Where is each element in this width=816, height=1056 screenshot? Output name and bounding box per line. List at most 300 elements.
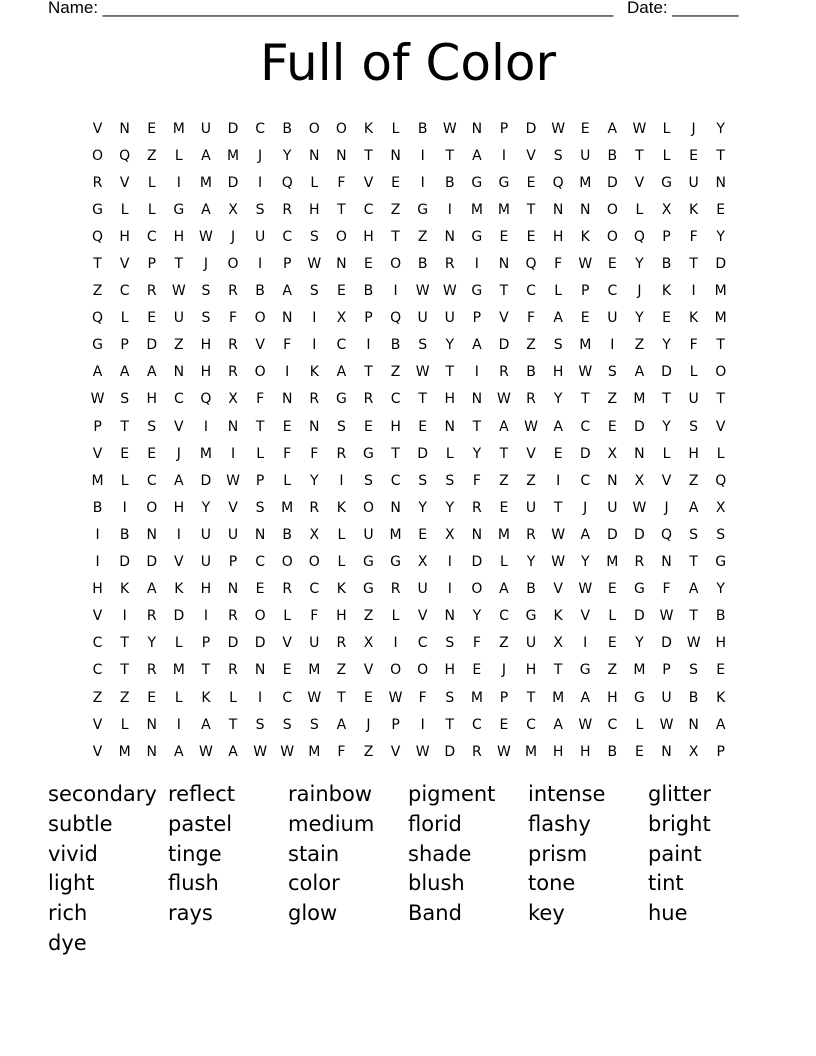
grid-letter: S — [364, 472, 373, 489]
grid-letter: R — [228, 364, 238, 381]
grid-letter: T — [716, 337, 725, 354]
grid-letter: R — [146, 608, 157, 625]
grid-letter: R — [228, 337, 238, 354]
word-bank-item: reflect — [168, 782, 236, 806]
grid-letter: C — [119, 283, 130, 300]
grid-letter: K — [553, 608, 563, 625]
grid-letter: I — [258, 256, 263, 273]
grid-letter: X — [715, 499, 726, 516]
grid-letter: H — [688, 445, 699, 462]
grid-letter: A — [553, 418, 563, 435]
grid-letter: Q — [661, 526, 673, 543]
word-bank-item: pigment — [408, 782, 496, 806]
grid-letter: E — [580, 120, 590, 137]
grid-letter: V — [282, 635, 292, 652]
grid-letter: T — [391, 228, 400, 245]
grid-letter: X — [553, 635, 563, 652]
grid-letter: L — [174, 147, 183, 164]
grid-letter: E — [282, 662, 292, 679]
grid-letter: D — [227, 635, 239, 652]
grid-letter: R — [146, 283, 157, 300]
grid-letter: P — [364, 310, 373, 327]
grid-letter: P — [201, 635, 211, 652]
grid-letter: E — [716, 201, 726, 218]
grid-letter: D — [661, 635, 672, 652]
name-field-label: Name: ______________________________________________________ — [48, 0, 614, 17]
grid-letter: H — [200, 364, 212, 381]
grid-letter: B — [444, 174, 455, 191]
grid-letter: W — [578, 581, 593, 598]
grid-letter: C — [471, 716, 482, 733]
grid-letter: Q — [119, 147, 131, 164]
grid-letter: B — [417, 120, 428, 137]
grid-letter: H — [552, 364, 564, 381]
grid-letter: S — [201, 310, 211, 327]
grid-letter: M — [606, 554, 619, 571]
grid-letter: O — [308, 554, 320, 571]
grid-letter: O — [335, 120, 347, 137]
grid-letter: Q — [281, 174, 293, 191]
grid-letter: D — [146, 554, 158, 571]
grid-letter: P — [472, 310, 482, 327]
grid-letter: X — [363, 635, 374, 652]
grid-letter: O — [146, 499, 158, 516]
grid-letter: C — [282, 689, 293, 706]
grid-letter: J — [664, 499, 669, 516]
grid-letter: H — [552, 228, 564, 245]
grid-letter: I — [95, 554, 100, 571]
grid-letter: W — [415, 364, 430, 381]
grid-letter: T — [255, 418, 265, 435]
grid-letter: T — [337, 201, 346, 218]
grid-letter: R — [471, 743, 482, 760]
grid-row — [84, 630, 734, 657]
grid-letter: G — [633, 689, 645, 706]
grid-letter: Q — [525, 256, 537, 273]
grid-letter: A — [688, 581, 699, 598]
grid-letter: K — [174, 581, 184, 598]
grid-letter: S — [255, 499, 265, 516]
grid-letter: F — [337, 743, 346, 760]
word-bank-item: color — [288, 871, 340, 896]
grid-row — [84, 576, 734, 603]
grid-letter: Y — [662, 418, 671, 435]
grid-letter: J — [691, 120, 696, 137]
grid-letter: I — [420, 147, 425, 164]
grid-letter: Y — [662, 337, 671, 354]
grid-letter: S — [336, 418, 346, 435]
grid-row — [84, 278, 734, 305]
grid-letter: E — [526, 228, 536, 245]
grid-letter: X — [634, 472, 645, 489]
grid-letter: W — [659, 608, 674, 625]
grid-letter: U — [661, 689, 672, 706]
word-bank-item: rays — [168, 901, 213, 926]
grid-letter: Z — [119, 689, 130, 706]
grid-letter: Q — [633, 228, 645, 245]
grid-letter: S — [147, 418, 157, 435]
grid-letter: H — [715, 635, 726, 652]
grid-letter: B — [119, 526, 130, 543]
grid-letter: N — [281, 310, 293, 327]
grid-letter: I — [176, 526, 181, 543]
grid-letter: M — [633, 662, 646, 679]
grid-row — [84, 250, 734, 277]
grid-letter: T — [120, 662, 129, 679]
grid-letter: Z — [336, 662, 347, 679]
grid-letter: E — [607, 635, 617, 652]
grid-letter: I — [610, 337, 615, 354]
grid-letter: E — [580, 310, 590, 327]
grid-letter: A — [201, 147, 211, 164]
grid-letter: Q — [92, 310, 104, 327]
grid-letter: N — [336, 256, 347, 273]
grid-letter: T — [337, 689, 346, 706]
grid-letter: V — [92, 716, 103, 733]
grid-letter: N — [444, 608, 455, 625]
grid-letter: N — [444, 228, 455, 245]
grid-letter: E — [147, 689, 157, 706]
grid-letter: I — [339, 472, 344, 489]
grid-letter: N — [119, 120, 130, 137]
grid-letter: W — [253, 743, 268, 760]
grid-letter: M — [172, 120, 185, 137]
grid-letter: G — [92, 337, 103, 354]
grid-letter: A — [146, 364, 157, 381]
grid-letter: E — [364, 418, 373, 435]
grid-letter: R — [634, 554, 645, 571]
grid-letter: I — [176, 174, 181, 191]
grid-letter: W — [307, 256, 322, 273]
grid-letter: H — [579, 743, 591, 760]
grid-letter: L — [229, 689, 237, 706]
grid-letter: K — [336, 499, 346, 516]
grid-letter: E — [689, 147, 699, 164]
grid-letter: C — [92, 635, 103, 652]
grid-letter: I — [691, 283, 696, 300]
grid-letter: Y — [716, 120, 725, 137]
grid-row — [84, 494, 734, 521]
grid-letter: E — [147, 120, 157, 137]
grid-letter: W — [551, 120, 566, 137]
grid-letter: K — [716, 689, 726, 706]
grid-letter: I — [420, 174, 425, 191]
grid-letter: T — [445, 716, 455, 733]
grid-letter: I — [447, 201, 452, 218]
grid-letter: B — [526, 581, 536, 598]
grid-letter: R — [444, 256, 455, 273]
grid-letter: D — [715, 256, 727, 273]
grid-letter: T — [364, 147, 373, 164]
grid-letter: Z — [526, 337, 536, 354]
grid-letter: E — [634, 743, 644, 760]
grid-letter: A — [553, 310, 563, 327]
grid-letter: T — [364, 364, 373, 381]
grid-letter: S — [607, 364, 617, 381]
grid-letter: J — [230, 228, 236, 245]
grid-letter: T — [716, 391, 725, 408]
grid-letter: N — [471, 391, 483, 408]
grid-letter: R — [92, 174, 103, 191]
grid-letter: N — [254, 526, 266, 543]
grid-letter: N — [579, 201, 591, 218]
grid-letter: L — [120, 716, 129, 733]
grid-letter: L — [554, 283, 563, 300]
grid-letter: G — [471, 283, 483, 300]
grid-letter: D — [227, 174, 239, 191]
grid-letter: X — [417, 554, 428, 571]
grid-letter: R — [471, 499, 482, 516]
grid-letter: L — [120, 310, 129, 327]
grid-letter: V — [363, 662, 374, 679]
grid-letter: U — [417, 310, 428, 327]
grid-letter: I — [556, 472, 561, 489]
grid-letter: M — [91, 472, 104, 489]
grid-letter: R — [228, 283, 238, 300]
grid-letter: E — [662, 310, 671, 327]
grid-letter: C — [607, 283, 618, 300]
grid-letter: D — [227, 120, 239, 137]
grid-letter: W — [415, 743, 430, 760]
grid-letter: A — [336, 716, 347, 733]
grid-letter: X — [444, 526, 455, 543]
grid-letter: O — [308, 120, 320, 137]
grid-letter: A — [336, 364, 347, 381]
grid-letter: K — [120, 581, 130, 598]
grid-letter: I — [393, 283, 398, 300]
grid-letter: N — [661, 554, 672, 571]
grid-letter: M — [714, 283, 727, 300]
grid-letter: A — [688, 499, 699, 516]
grid-letter: L — [662, 445, 671, 462]
grid-letter: B — [255, 283, 265, 300]
grid-letter: V — [92, 120, 103, 137]
word-bank-item: flashy — [528, 811, 591, 836]
grid-letter: Q — [200, 391, 212, 408]
grid-letter: M — [497, 201, 510, 218]
grid-letter: I — [474, 364, 479, 381]
grid-letter: F — [472, 635, 481, 652]
grid-letter: V — [526, 147, 536, 164]
grid-letter: N — [607, 472, 618, 489]
grid-letter: B — [688, 689, 699, 706]
grid-letter: R — [228, 662, 238, 679]
grid-letter: C — [255, 120, 265, 137]
grid-letter: E — [391, 174, 400, 191]
grid-letter: Z — [92, 689, 103, 706]
grid-letter: G — [661, 174, 672, 191]
grid-letter: N — [309, 147, 320, 164]
grid-letter: T — [689, 554, 698, 571]
grid-letter: W — [442, 120, 457, 137]
grid-letter: G — [525, 608, 537, 625]
grid-letter: B — [282, 120, 292, 137]
grid-letter: A — [499, 581, 509, 598]
grid-letter: W — [171, 283, 186, 300]
grid-letter: G — [173, 201, 185, 218]
grid-letter: W — [497, 743, 511, 760]
grid-letter: F — [472, 472, 481, 489]
grid-letter: U — [227, 526, 239, 543]
grid-letter: Z — [499, 472, 509, 489]
grid-letter: C — [146, 228, 157, 245]
grid-letter: T — [418, 391, 427, 408]
grid-letter: E — [364, 689, 373, 706]
grid-letter: N — [444, 418, 455, 435]
grid-letter: O — [254, 608, 266, 625]
grid-letter: N — [471, 120, 483, 137]
grid-letter: W — [551, 526, 566, 543]
grid-letter: T — [445, 364, 455, 381]
grid-letter: P — [662, 228, 671, 245]
grid-letter: V — [363, 174, 374, 191]
grid-letter: L — [689, 364, 698, 381]
grid-letter: F — [689, 337, 698, 354]
grid-letter: O — [254, 364, 266, 381]
grid-letter: G — [363, 554, 374, 571]
word-bank-item: medium — [288, 811, 375, 836]
letter-grid — [84, 115, 734, 765]
grid-letter: L — [337, 554, 346, 571]
grid-letter: H — [309, 201, 320, 218]
grid-letter: Z — [363, 743, 374, 760]
grid-letter: N — [336, 147, 347, 164]
grid-letter: Z — [526, 472, 536, 489]
grid-letter: U — [580, 147, 591, 164]
grid-letter: T — [120, 635, 129, 652]
grid-letter: N — [715, 174, 726, 191]
grid-letter: M — [199, 174, 212, 191]
grid-letter: Z — [146, 147, 157, 164]
word-bank-item: florid — [408, 811, 462, 836]
grid-letter: V — [119, 174, 130, 191]
grid-letter: I — [203, 418, 208, 435]
grid-letter: P — [499, 689, 509, 706]
grid-letter: T — [201, 662, 211, 679]
grid-letter: V — [390, 743, 401, 760]
grid-letter: T — [689, 608, 698, 625]
grid-letter: T — [553, 499, 563, 516]
grid-letter: R — [146, 662, 157, 679]
grid-letter: F — [689, 228, 698, 245]
grid-letter: M — [226, 147, 240, 164]
grid-letter: F — [256, 391, 265, 408]
grid-letter: K — [201, 689, 211, 706]
grid-letter: O — [417, 662, 429, 679]
grid-letter: E — [499, 228, 509, 245]
grid-letter: S — [255, 201, 265, 218]
grid-letter: V — [228, 499, 238, 516]
grid-letter: B — [417, 256, 428, 273]
grid-letter: E — [282, 418, 292, 435]
grid-letter: H — [119, 228, 130, 245]
word-bank-item: prism — [528, 841, 588, 866]
grid-letter: M — [470, 689, 483, 706]
grid-letter: O — [390, 256, 402, 273]
word-bank-item: light — [48, 871, 95, 896]
grid-letter: C — [526, 716, 536, 733]
grid-letter: W — [659, 716, 674, 733]
grid-letter: L — [310, 174, 319, 191]
grid-letter: H — [200, 337, 212, 354]
grid-letter: W — [226, 472, 240, 489]
grid-letter: V — [526, 445, 536, 462]
grid-letter: N — [281, 391, 293, 408]
grid-letter: Z — [607, 662, 618, 679]
grid-letter: E — [526, 174, 536, 191]
grid-letter: U — [417, 581, 428, 598]
grid-letter: B — [715, 608, 726, 625]
word-bank-item: subtle — [48, 811, 113, 836]
grid-letter: U — [200, 554, 212, 571]
grid-letter: I — [501, 147, 507, 164]
grid-letter: R — [228, 608, 238, 625]
grid-letter: U — [254, 228, 266, 245]
grid-row — [84, 549, 734, 576]
grid-letter: O — [471, 581, 483, 598]
grid-letter: L — [662, 147, 671, 164]
grid-letter: V — [499, 310, 509, 327]
grid-letter: N — [146, 716, 157, 733]
grid-letter: C — [580, 418, 591, 435]
grid-letter: I — [312, 310, 317, 327]
grid-letter: N — [173, 364, 185, 381]
word-bank-item: rich — [48, 901, 88, 926]
grid-letter: D — [634, 526, 645, 543]
grid-letter: Z — [634, 337, 645, 354]
grid-letter: A — [472, 147, 482, 164]
grid-letter: F — [554, 256, 563, 273]
grid-letter: S — [418, 472, 428, 489]
grid-letter: G — [417, 201, 429, 218]
grid-letter: U — [607, 499, 618, 516]
grid-letter: K — [689, 201, 699, 218]
grid-letter: G — [335, 391, 347, 408]
grid-letter: M — [497, 526, 510, 543]
grid-letter: M — [199, 445, 212, 462]
grid-letter: O — [362, 499, 374, 516]
grid-row — [84, 305, 734, 332]
grid-letter: W — [307, 689, 322, 706]
grid-letter: W — [497, 391, 511, 408]
grid-letter: U — [607, 310, 618, 327]
grid-letter: V — [255, 337, 265, 354]
grid-letter: N — [390, 147, 401, 164]
grid-letter: R — [526, 391, 536, 408]
grid-letter: P — [581, 283, 590, 300]
grid-row — [84, 115, 734, 142]
grid-letter: H — [390, 418, 401, 435]
grid-letter: E — [716, 662, 726, 679]
grid-letter: J — [203, 256, 208, 273]
grid-letter: B — [92, 499, 103, 516]
word-bank-item: flush — [168, 871, 219, 896]
grid-letter: O — [335, 228, 347, 245]
word-bank-item: dye — [48, 930, 87, 955]
grid-letter: C — [526, 283, 536, 300]
grid-row — [84, 413, 734, 440]
grid-letter: I — [122, 608, 127, 625]
grid-letter: Q — [390, 310, 402, 327]
grid-letter: U — [688, 391, 699, 408]
grid-letter: O — [254, 310, 266, 327]
grid-letter: L — [147, 174, 156, 191]
grid-letter: V — [661, 472, 672, 489]
word-bank-item: Band — [408, 901, 462, 926]
grid-letter: P — [255, 472, 265, 489]
grid-letter: G — [715, 554, 727, 571]
grid-letter: R — [336, 635, 347, 652]
